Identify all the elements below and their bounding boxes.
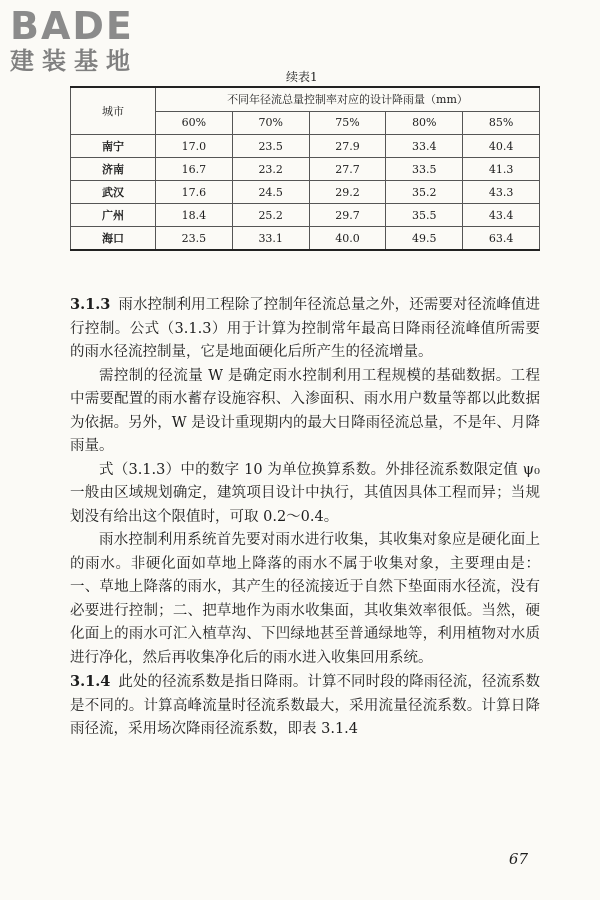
city-cell: 广州 [71, 204, 156, 227]
value-cell: 63.4 [463, 227, 540, 251]
value-cell: 29.2 [309, 181, 386, 204]
value-cell: 24.5 [232, 181, 309, 204]
header-percent: 60% [156, 111, 233, 135]
value-cell: 23.5 [156, 227, 233, 251]
table-row [71, 135, 540, 158]
city-cell: 海口 [71, 227, 156, 251]
value-cell: 43.3 [463, 181, 540, 204]
paragraph-text: 雨水控制利用工程除了控制年径流总量之外，还需要对径流峰值进行控制。公式（3.1.3）用于计算为控制常年最高日降雨径流峰值所需要的雨水径流控制量，它是地面硬化后所产生的径流增量。 [70, 297, 540, 360]
logo [10, 6, 185, 76]
value-cell: 33.4 [386, 135, 463, 158]
value-cell: 40.0 [309, 227, 386, 251]
paragraph-text: 此处的径流系数是指日降雨。计算不同时段的降雨径流，径流系数是不同的。计算高峰流量时径流系数最大，采用流量径流系数。计算日降雨径流，采用场次降雨径流系数，即表 3.1.4 [70, 674, 540, 737]
value-cell: 40.4 [463, 135, 540, 158]
table-row [71, 227, 540, 251]
value-cell: 33.1 [232, 227, 309, 251]
table-row [71, 158, 540, 181]
city-cell: 南宁 [71, 135, 156, 158]
value-cell: 33.5 [386, 158, 463, 181]
table-row [71, 204, 540, 227]
city-cell: 济南 [71, 158, 156, 181]
value-cell: 16.7 [156, 158, 233, 181]
paragraph: 式（3.1.3）中的数字 10 为单位换算系数。外排径流系数限定值 ψ₀ 一般由区域规划确定，建筑项目设计中执行，其值因具体工程而异；当规划没有给出这个限值时，可取 0.2～0.4。 [70, 461, 540, 525]
header-percent: 85% [463, 111, 540, 135]
paragraph: 需控制的径流量 W 是确定雨水控制利用工程规模的基础数据。工程中需要配置的雨水蓄存设施容积、入渗面积、雨水用户数量等都以此数据为依据。另外，W 是设计重现期内的最大日降雨径流总量，不是年、月降雨量。 [70, 367, 540, 454]
header-percent: 80% [386, 111, 463, 135]
value-cell: 29.7 [309, 204, 386, 227]
paragraph: 雨水控制利用系统首先要对雨水进行收集，其收集对象应是硬化面上的雨水。非硬化面如草地上降落的雨水不属于收集对象，主要理由是：一、草地上降落的雨水，其产生的径流接近于自然下垫面雨水径流，没有必要进行控制；二、把草地作为雨水收集面，其收集效率很低。当然，硬化面上的雨水可汇入植草沟、下凹绿地甚至普通绿地等，利用植物对水质进行净化，然后再收集净化后的雨水进入收集回用系统。 [70, 532, 540, 666]
table-row [71, 181, 540, 204]
body-text [70, 293, 540, 742]
value-cell: 23.2 [232, 158, 309, 181]
city-cell: 武汉 [71, 181, 156, 204]
value-cell: 23.5 [232, 135, 309, 158]
paragraph-3-1-4 [70, 670, 540, 742]
logo-subtitle: 建装基地 [10, 47, 138, 75]
value-cell: 17.0 [156, 135, 233, 158]
header-percent: 75% [309, 111, 386, 135]
table-title: 续表1 [286, 70, 318, 84]
paragraph-3-1-3 [70, 293, 540, 365]
header-percent: 70% [232, 111, 309, 135]
value-cell: 41.3 [463, 158, 540, 181]
value-cell: 35.5 [386, 204, 463, 227]
section-number: 3.1.4 [70, 673, 111, 690]
value-cell: 43.4 [463, 204, 540, 227]
header-city: 城市 [71, 87, 156, 135]
value-cell: 35.2 [386, 181, 463, 204]
value-cell: 17.6 [156, 181, 233, 204]
value-cell: 25.2 [232, 204, 309, 227]
value-cell: 49.5 [386, 227, 463, 251]
value-cell: 18.4 [156, 204, 233, 227]
rainfall-table [70, 86, 540, 251]
logo-brand: BADE [10, 4, 134, 48]
header-rainfall: 不同年径流总量控制率对应的设计降雨量（mm） [156, 87, 540, 111]
section-number: 3.1.3 [70, 296, 111, 313]
page-number: 67 [508, 850, 528, 868]
value-cell: 27.7 [309, 158, 386, 181]
value-cell: 27.9 [309, 135, 386, 158]
